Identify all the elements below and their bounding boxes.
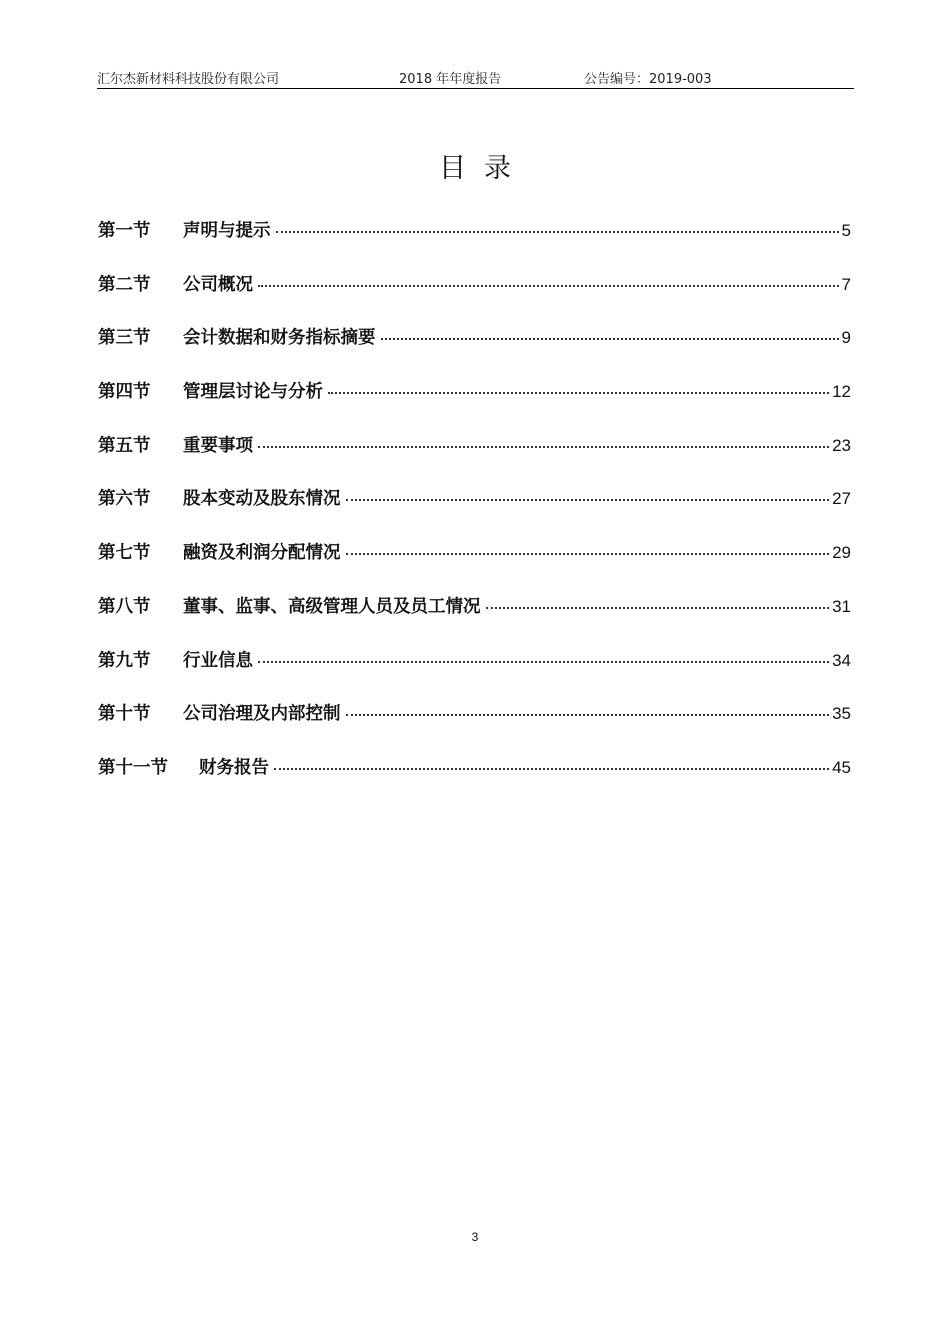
toc-section-title: 行业信息 xyxy=(183,650,253,671)
toc-page-number: 27 xyxy=(832,489,851,509)
page-title: 目录 xyxy=(439,153,529,184)
toc-item-2[interactable] xyxy=(98,271,851,325)
toc-section-number: 第十节 xyxy=(98,704,151,725)
toc-section-number: 第二节 xyxy=(98,274,151,295)
toc-item-3[interactable] xyxy=(98,324,851,378)
page-header xyxy=(97,66,854,89)
toc-item-11[interactable] xyxy=(98,754,851,808)
toc-leader-dots xyxy=(346,499,830,501)
toc-item-5[interactable] xyxy=(98,432,851,486)
toc-page-number: 5 xyxy=(841,221,851,240)
toc-leader-dots xyxy=(258,661,829,663)
toc-page-number: 29 xyxy=(832,543,851,563)
toc-section-number: 第五节 xyxy=(98,435,151,456)
toc-section-number: 第六节 xyxy=(98,489,151,510)
toc-section-title: 重要事项 xyxy=(183,435,253,456)
toc-item-1[interactable] xyxy=(98,217,851,271)
toc-section-title: 董事、监事、高级管理人员及员工情况 xyxy=(183,596,481,617)
toc-section-title: 声明与提示 xyxy=(183,221,271,241)
report-title: 2018 年年度报告 xyxy=(399,72,502,87)
toc-item-6[interactable] xyxy=(98,485,851,539)
toc-leader-dots xyxy=(274,768,829,770)
toc-leader-dots xyxy=(276,231,839,233)
toc-leader-dots xyxy=(346,553,830,555)
toc-section-title: 会计数据和财务指标摘要 xyxy=(183,328,376,349)
table-of-contents xyxy=(98,217,851,808)
toc-section-number: 第七节 xyxy=(98,543,151,564)
toc-page-number: 35 xyxy=(832,704,851,724)
toc-leader-dots xyxy=(258,446,829,448)
toc-item-8[interactable] xyxy=(98,593,851,647)
toc-section-number: 第八节 xyxy=(98,596,151,617)
toc-section-title: 公司概况 xyxy=(183,274,253,295)
toc-item-7[interactable] xyxy=(98,539,851,593)
toc-page-number: 23 xyxy=(832,435,851,455)
company-name: 汇尔杰新材料科技股份有限公司 xyxy=(97,72,280,87)
toc-page-number: 31 xyxy=(832,596,851,616)
toc-item-9[interactable] xyxy=(98,647,851,701)
notice-number: 公告编号：2019-003 xyxy=(584,72,712,87)
toc-page-number: 9 xyxy=(841,328,851,348)
toc-item-4[interactable] xyxy=(98,378,851,432)
toc-section-number: 第三节 xyxy=(98,328,151,349)
toc-page-number: 45 xyxy=(832,757,851,777)
toc-section-number: 第四节 xyxy=(98,382,151,403)
toc-section-title: 管理层讨论与分析 xyxy=(183,382,323,403)
toc-section-number: 第九节 xyxy=(98,650,151,671)
toc-page-number: 34 xyxy=(832,650,851,670)
toc-leader-dots xyxy=(258,285,839,287)
toc-leader-dots xyxy=(381,338,839,340)
toc-section-title: 公司治理及内部控制 xyxy=(183,704,341,725)
toc-section-title: 融资及利润分配情况 xyxy=(183,543,341,564)
toc-leader-dots xyxy=(486,607,830,609)
toc-leader-dots xyxy=(328,392,829,394)
toc-leader-dots xyxy=(346,714,830,716)
toc-section-number: 第一节 xyxy=(98,221,151,241)
page-number: 3 xyxy=(471,1230,479,1244)
toc-section-number: 第十一节 xyxy=(98,757,168,778)
toc-page-number: 12 xyxy=(832,382,851,402)
toc-section-title: 财务报告 xyxy=(199,757,269,778)
toc-section-title: 股本变动及股东情况 xyxy=(183,489,341,510)
toc-page-number: 7 xyxy=(841,274,851,294)
toc-item-10[interactable] xyxy=(98,700,851,754)
